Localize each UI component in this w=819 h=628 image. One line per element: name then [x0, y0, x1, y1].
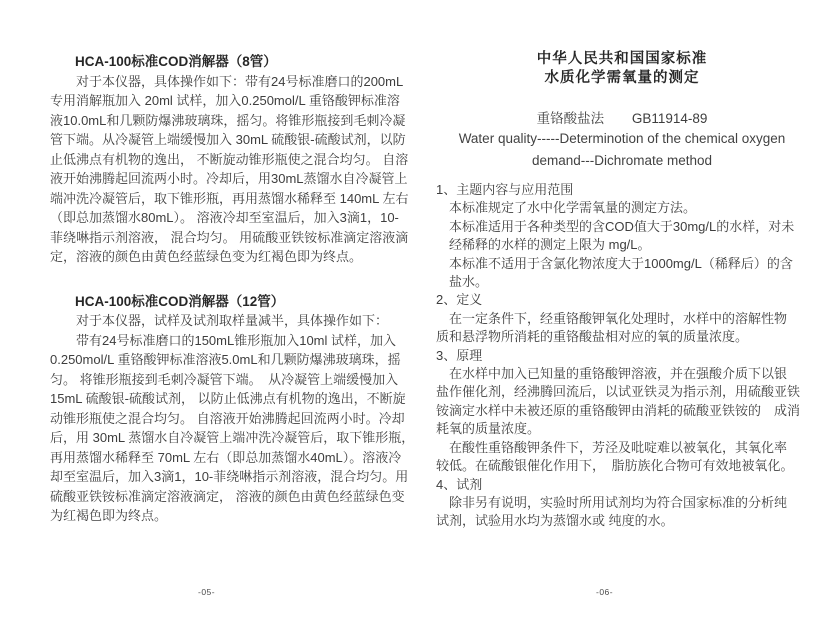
- text-line: 后，用 30mL 蒸馏水自冷凝管上端冲洗冷凝管后，取下锥形瓶，: [50, 430, 415, 445]
- text-line: 试剂，试验用水均为蒸馏水或 纯度的水。: [436, 513, 674, 529]
- text-line: 1、主题内容与应用范围: [436, 182, 574, 197]
- text-line: 动锥形瓶使之混合均匀。 自溶液开始沸腾起回流两小时。冷却: [50, 410, 405, 426]
- text-line: 15mL 硫酸银-硫酸试剂， 以防止低沸点有机物的逸出，不断旋: [50, 391, 406, 406]
- text-line: 对于本仪器，试样及试剂取样量减半，具体操作如下：: [50, 313, 389, 328]
- english-title-line-1: Water quality-----Determinotion of the chemical oxygen: [458, 131, 786, 146]
- standard-code: GB11914-89: [631, 111, 708, 126]
- text-line: 在水样中加入已知量的重铬酸钾溶液，并在强酸介质下以银: [436, 366, 788, 382]
- text-line: 盐作催化剂，经沸腾回流后，以试亚铁灵为指示剂，用硫酸亚铁: [436, 384, 801, 400]
- text-line: 在一定条件下，经重铬酸钾氧化处理时，水样中的溶解性物: [436, 310, 788, 326]
- method-and-standard-row: [436, 109, 808, 128]
- text-line: 质和悬浮物所消耗的重铬酸盐相对应的氧的质量浓度。: [436, 329, 749, 345]
- text-line: 管下端。从冷凝管上端缓慢加入 30mL 硫酸银-硫酸试剂，以防: [50, 132, 406, 147]
- text-line: （即总加蒸馏水80mL）。 溶液冷却至室温后，加入3滴1，10-: [50, 210, 399, 225]
- document-title-line-2: 水质化学需氧量的测定: [544, 70, 700, 86]
- document-title-line-1: 中华人民共和国国家标准: [536, 51, 708, 67]
- english-title-line-2: demand---Dichromate method: [531, 153, 713, 168]
- text-line: 在酸性重铬酸钾条件下，芳泾及吡啶难以被氧化，其氧化率: [436, 439, 788, 455]
- section-title-12-tube: HCA-100标准COD消解器（12管）: [75, 293, 285, 309]
- text-line: 本标准不适用于含氯化物浓度大于1000mg/L（稀释后）的含: [436, 255, 793, 271]
- text-line: 耗氧的质量浓度。: [436, 421, 541, 437]
- text-line: 却至室温后，加入3滴1，10-菲绕啉指示剂溶液，混合均匀。用: [50, 469, 409, 484]
- text-line: 本标准规定了水中化学需氧量的测定方法。: [436, 200, 697, 216]
- standard-body: [436, 181, 808, 531]
- text-line: 较低。在硫酸银催化作用下， 脂肪族化合物可有效地被氧化。: [436, 458, 794, 474]
- text-line: 为红褐色即为终点。: [50, 508, 168, 523]
- text-line: 专用消解瓶加入 20ml 试样，加入0.250mol/L 重铬酸钾标准溶: [50, 93, 400, 108]
- text-line: 带有24号标准磨口的150mL锥形瓶加入10ml 试样，加入: [50, 332, 396, 348]
- text-line: 4、试剂: [436, 476, 483, 492]
- text-line: 3、原理: [436, 347, 483, 363]
- text-line: 匀。 将锥形瓶接到毛刺冷凝管下端。 从冷凝管上端缓慢加入: [50, 371, 399, 387]
- method-name: 重铬酸盐法: [536, 111, 605, 126]
- text-line: 再用蒸馏水稀释至 70mL 左右（即总加蒸馏水40mL）。溶液冷: [50, 449, 402, 465]
- page-number-left: -05-: [198, 587, 216, 597]
- text-line: 定，溶液的颜色由黄色经蓝绿色变为红褐色即为终点。: [50, 249, 363, 264]
- page-left: [50, 52, 415, 526]
- text-line: 对于本仪器，具体操作如下：带有24号标准磨口的200mL: [50, 73, 404, 89]
- text-line: 菲绕啉指示剂溶液， 混合均匀。 用硫酸亚铁铵标准滴定溶液滴: [50, 229, 409, 245]
- text-line: 经稀释的水样的测定上限为 mg/L。: [436, 237, 651, 253]
- page-number-right: -06-: [596, 587, 614, 597]
- text-line: 止低沸点有机物的逸出， 不断旋动锥形瓶使之混合均匀。 自溶: [50, 151, 409, 167]
- text-line: 液10.0mL和几颗防爆沸玻璃珠，摇匀。将锥形瓶接到毛刺冷凝: [50, 112, 406, 128]
- text-line: 2、定义: [436, 292, 483, 308]
- section-cod-digester-12-tube: [50, 292, 415, 526]
- text-line: 0.250mol/L 重铬酸钾标准溶液5.0mL和几颗防爆沸玻璃珠，摇: [50, 352, 401, 367]
- section-title-8-tube: HCA-100标准COD消解器（8管）: [75, 54, 277, 69]
- section-body-12-tube: [50, 311, 415, 526]
- page-right: [436, 50, 808, 531]
- text-line: 端冲洗冷凝管后，取下锥形瓶，再用蒸馏水稀释至 140mL 左右: [50, 190, 409, 206]
- document-title: [436, 50, 808, 88]
- section-cod-digester-8-tube: [50, 52, 412, 267]
- text-line: 除非另有说明，实验时所用试剂均为符合国家标准的分析纯: [436, 494, 788, 510]
- text-line: 铵滴定水样中未被还原的重铬酸钾由消耗的硫酸亚铁铵的 成消: [436, 402, 801, 418]
- text-line: 硫酸亚铁铵标准滴定溶液滴定， 溶液的颜色由黄色经蓝绿色变: [50, 488, 405, 504]
- english-title: [436, 128, 808, 172]
- section-body-8-tube: [50, 72, 412, 267]
- text-line: 本标准适用于各种类型的含COD值大于30mg/L的水样，对未: [436, 218, 795, 234]
- text-line: 盐水。: [436, 274, 489, 290]
- text-line: 液开始沸腾起回流两小时。冷却后，用30mL蒸馏水自冷凝管上: [50, 171, 408, 186]
